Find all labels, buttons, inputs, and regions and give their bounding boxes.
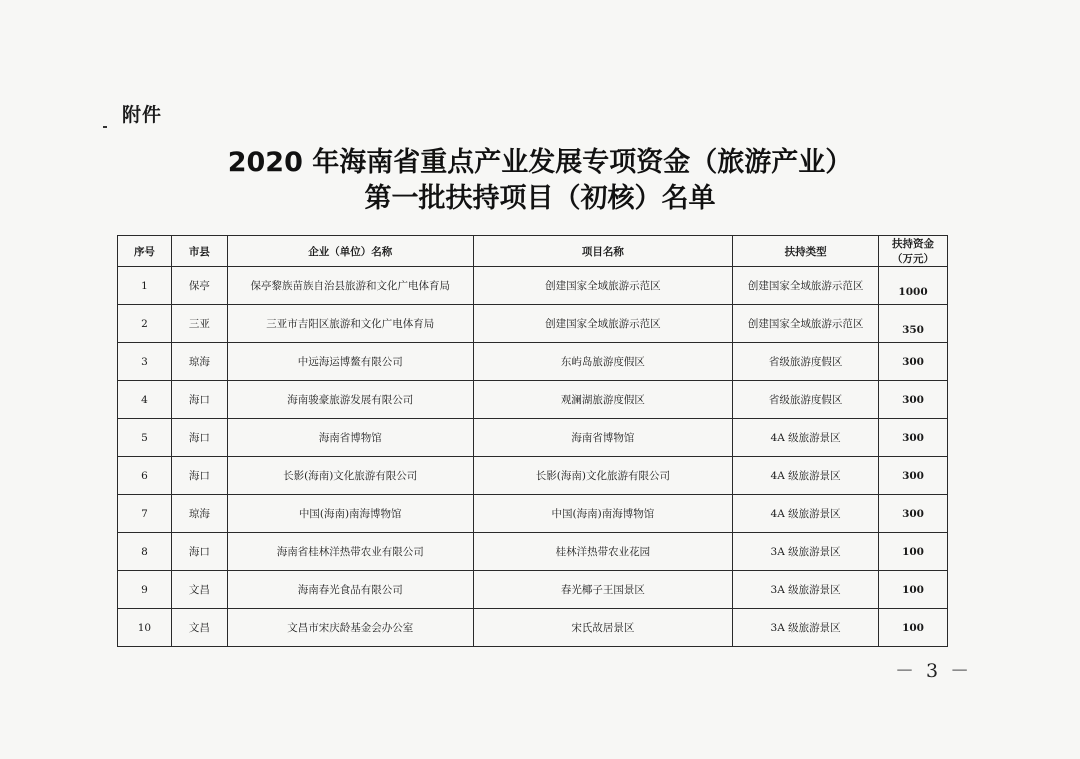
row-seq-cell: 2 — [118, 305, 172, 343]
row-type-cell: 4A 级旅游景区 — [733, 495, 879, 533]
row-project-cell: 宋氏故居景区 — [473, 609, 733, 647]
amount-value: 300 — [902, 469, 924, 482]
table-row — [118, 457, 948, 495]
document-title-line-1: 2020 年海南省重点产业发展专项资金（旅游产业） — [227, 147, 853, 178]
row-company-cell: 中远海运博鳌有限公司 — [227, 343, 473, 381]
table-row — [118, 381, 948, 419]
row-type-cell: 创建国家全域旅游示范区 — [733, 305, 879, 343]
row-city-cell: 海口 — [171, 419, 227, 457]
row-seq-cell: 1 — [118, 267, 172, 305]
amount-value: 300 — [902, 393, 924, 406]
row-city-cell: 琼海 — [171, 343, 227, 381]
row-city-cell: 文昌 — [171, 571, 227, 609]
amount-value: 100 — [902, 621, 924, 634]
table-row — [118, 571, 948, 609]
page-number: － 3 － — [895, 660, 973, 682]
amount-value: 100 — [902, 583, 924, 596]
row-seq-cell: 6 — [118, 457, 172, 495]
row-type-cell: 3A 级旅游景区 — [733, 609, 879, 647]
row-amount-cell — [879, 609, 948, 647]
row-project-cell: 东屿岛旅游度假区 — [473, 343, 733, 381]
row-amount-cell — [879, 267, 948, 305]
table-row — [118, 305, 948, 343]
row-city-cell: 保亭 — [171, 267, 227, 305]
row-type-cell: 3A 级旅游景区 — [733, 533, 879, 571]
row-company-cell: 保亭黎族苗族自治县旅游和文化广电体育局 — [227, 267, 473, 305]
row-type-cell: 4A 级旅游景区 — [733, 457, 879, 495]
amount-value: 300 — [902, 355, 924, 368]
margin-mark — [103, 126, 107, 128]
row-type-cell: 省级旅游度假区 — [733, 343, 879, 381]
row-seq-cell: 10 — [118, 609, 172, 647]
row-amount-cell — [879, 343, 948, 381]
row-amount-cell — [879, 381, 948, 419]
row-type-cell: 4A 级旅游景区 — [733, 419, 879, 457]
row-seq-cell: 4 — [118, 381, 172, 419]
row-project-cell: 中国(海南)南海博物馆 — [473, 495, 733, 533]
row-company-cell: 海南省桂林洋热带农业有限公司 — [227, 533, 473, 571]
header-company: 企业（单位）名称 — [227, 236, 473, 267]
row-amount-cell — [879, 305, 948, 343]
row-company-cell: 三亚市吉阳区旅游和文化广电体育局 — [227, 305, 473, 343]
row-type-cell: 省级旅游度假区 — [733, 381, 879, 419]
header-amount-line-2: （万元） — [892, 253, 935, 265]
project-list-table — [117, 235, 948, 647]
row-city-cell: 海口 — [171, 457, 227, 495]
table-row — [118, 419, 948, 457]
table-row — [118, 533, 948, 571]
row-city-cell: 海口 — [171, 533, 227, 571]
header-seq: 序号 — [118, 236, 172, 267]
row-company-cell: 海南骏豪旅游发展有限公司 — [227, 381, 473, 419]
row-city-cell: 三亚 — [171, 305, 227, 343]
row-seq-cell: 9 — [118, 571, 172, 609]
row-project-cell: 桂林洋热带农业花园 — [473, 533, 733, 571]
document-title-line-2: 第一批扶持项目（初核）名单 — [364, 183, 716, 214]
table-row — [118, 267, 948, 305]
header-amount-line-1: 扶持资金 — [892, 238, 935, 250]
attachment-label: 附件 — [122, 104, 163, 126]
row-amount-cell — [879, 495, 948, 533]
row-project-cell: 长影(海南)文化旅游有限公司 — [473, 457, 733, 495]
row-amount-cell — [879, 419, 948, 457]
row-project-cell: 创建国家全域旅游示范区 — [473, 267, 733, 305]
row-amount-cell — [879, 571, 948, 609]
header-city: 市县 — [171, 236, 227, 267]
amount-value: 300 — [902, 507, 924, 520]
amount-value: 1000 — [898, 285, 928, 298]
row-amount-cell — [879, 533, 948, 571]
table-row — [118, 343, 948, 381]
header-type: 扶持类型 — [733, 236, 879, 267]
row-project-cell: 观澜湖旅游度假区 — [473, 381, 733, 419]
row-company-cell: 中国(海南)南海博物馆 — [227, 495, 473, 533]
row-seq-cell: 8 — [118, 533, 172, 571]
row-seq-cell: 7 — [118, 495, 172, 533]
row-seq-cell: 5 — [118, 419, 172, 457]
row-type-cell: 3A 级旅游景区 — [733, 571, 879, 609]
row-project-cell: 创建国家全域旅游示范区 — [473, 305, 733, 343]
table-row — [118, 495, 948, 533]
row-company-cell: 海南省博物馆 — [227, 419, 473, 457]
row-city-cell: 琼海 — [171, 495, 227, 533]
row-project-cell: 春光椰子王国景区 — [473, 571, 733, 609]
row-amount-cell — [879, 457, 948, 495]
row-type-cell: 创建国家全域旅游示范区 — [733, 267, 879, 305]
row-company-cell: 文昌市宋庆龄基金会办公室 — [227, 609, 473, 647]
row-city-cell: 文昌 — [171, 609, 227, 647]
row-project-cell: 海南省博物馆 — [473, 419, 733, 457]
row-city-cell: 海口 — [171, 381, 227, 419]
table-row — [118, 609, 948, 647]
amount-value: 300 — [902, 431, 924, 444]
header-project: 项目名称 — [473, 236, 733, 267]
row-company-cell: 长影(海南)文化旅游有限公司 — [227, 457, 473, 495]
row-seq-cell: 3 — [118, 343, 172, 381]
table-header-row — [118, 236, 948, 267]
row-company-cell: 海南春光食品有限公司 — [227, 571, 473, 609]
amount-value: 350 — [902, 323, 924, 336]
header-amount — [879, 236, 948, 267]
amount-value: 100 — [902, 545, 924, 558]
